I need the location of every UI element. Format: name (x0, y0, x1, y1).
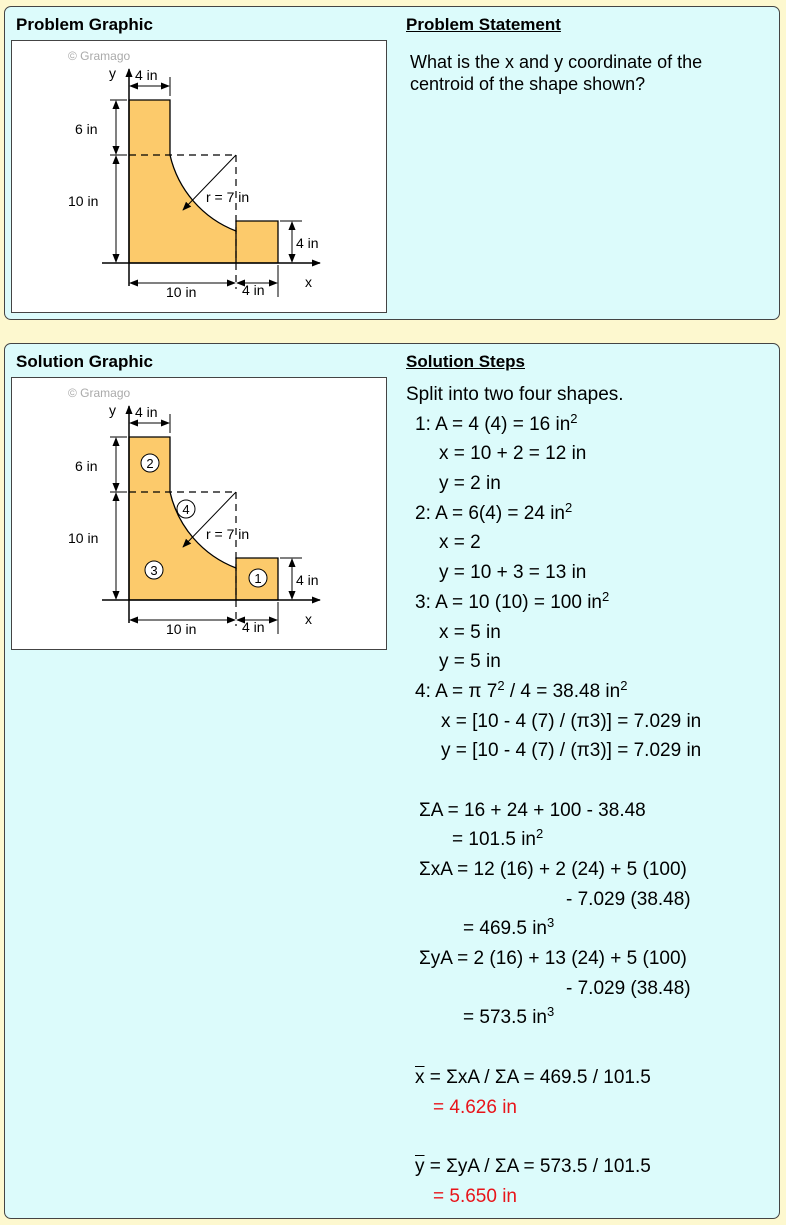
shape3-x: x = 5 in (439, 621, 501, 643)
region-label-3 (145, 561, 163, 579)
shape1-area: 1: A = 4 (4) = 16 $in^2$ (415, 410, 578, 435)
svg-text:1: 1 (254, 571, 262, 586)
dim-bottom-width-label: 10 in (166, 284, 197, 300)
problem-panel (4, 6, 780, 320)
y-axis-label: y (109, 65, 116, 81)
shape3-y: y = 5 in (439, 651, 501, 673)
dim-top-height-label: 6 in (75, 458, 98, 474)
xbar-line: $\overline{x} = \Sigma xA / \Sigma A = 469.5 / 101.5$ (415, 1066, 651, 1088)
problem-statement-title: Problem Statement (406, 15, 561, 34)
dim-bottom-right-label: 4 in (242, 619, 265, 635)
shape4-x: x = [10 - 4 (7) / (π3)] = 7.029 in (441, 710, 702, 732)
intro-line: Split into two four shapes. (406, 384, 624, 405)
copyright-text: © Gramago (68, 49, 131, 63)
dim-bottom-width-label: 10 in (166, 621, 197, 637)
shape3-area: 3: A = 10 (10) = 100 $in^2$ (415, 588, 610, 613)
solution-panel (4, 343, 780, 1219)
copyright-text: © Gramago (68, 386, 131, 400)
problem-graphic (11, 40, 387, 313)
spacer (406, 1033, 701, 1063)
ybar-result: = 5.650 in (433, 1185, 517, 1207)
sum-xa-line3: = 469.5 $in^3$ (463, 915, 555, 940)
radius-label: r = 7 in (206, 189, 250, 205)
svg-text:2: 2 (146, 456, 154, 471)
l-shape (129, 100, 278, 263)
shape1-x: x = 10 + 2 = 12 in (439, 443, 587, 465)
shape2-y: y = 10 + 3 = 13 in (439, 562, 587, 584)
sum-a-line2: = 101.5 $in^2$ (452, 826, 544, 851)
shape4-y: y = [10 - 4 (7) / (π3)] = 7.029 in (441, 740, 702, 762)
sum-ya-line3: = 573.5 $in^3$ (463, 1004, 555, 1029)
sum-xa-line2: - 7.029 (38.48) (566, 888, 691, 910)
dim-right-height-label: 4 in (296, 572, 319, 588)
problem-statement-text: What is the x and y coordinate of the centroid of the shape shown? (410, 52, 703, 94)
radius-label: r = 7 in (206, 526, 250, 542)
region-label-4 (177, 500, 195, 518)
dim-main-height-label: 10 in (68, 193, 99, 209)
xbar-result: = 4.626 in (433, 1096, 517, 1118)
problem-diagram (12, 41, 386, 312)
solution-graphic-heading: Solution Graphic (16, 352, 153, 371)
sum-a-line1: ΣA = 16 + 24 + 100 - 38.48 (419, 799, 646, 821)
dim-top-width-label: 4 in (135, 404, 158, 420)
solution-diagram (12, 378, 386, 649)
region-label-1 (249, 569, 267, 587)
x-axis-label: x (305, 274, 312, 290)
spacer (406, 766, 701, 796)
problem-graphic-heading: Problem Graphic (16, 15, 153, 34)
shape2-x: x = 2 (439, 532, 481, 554)
shape1-y: y = 2 in (439, 473, 501, 495)
sum-ya-line1: ΣyA = 2 (16) + 13 (24) + 5 (100) (419, 948, 687, 970)
ybar-line: $\overline{y} = \Sigma yA / \Sigma A = 573.5 / 101.5$ (415, 1155, 651, 1177)
svg-text:3: 3 (150, 563, 158, 578)
svg-text:4: 4 (182, 502, 190, 517)
dim-top-width-label: 4 in (135, 67, 158, 83)
x-axis-label: x (305, 611, 312, 627)
dim-top-height-label: 6 in (75, 121, 98, 137)
dim-right-height-label: 4 in (296, 235, 319, 251)
shape4-area: 4: A = π $7^2 / 4 = 38.48$ $in^2$ (415, 677, 628, 702)
solution-steps (406, 380, 701, 1211)
solution-steps-title: Solution Steps (406, 352, 525, 371)
sum-ya-line2: - 7.029 (38.48) (566, 977, 691, 999)
shape2-area: 2: A = 6(4) = 24 $in^2$ (415, 499, 573, 524)
dim-bottom-right-label: 4 in (242, 282, 265, 298)
region-label-2 (141, 454, 159, 472)
dim-main-height-label: 10 in (68, 530, 99, 546)
y-axis-label: y (109, 402, 116, 418)
spacer (406, 1122, 701, 1152)
solution-graphic (11, 377, 387, 650)
sum-xa-line1: ΣxA = 12 (16) + 2 (24) + 5 (100) (419, 859, 687, 880)
